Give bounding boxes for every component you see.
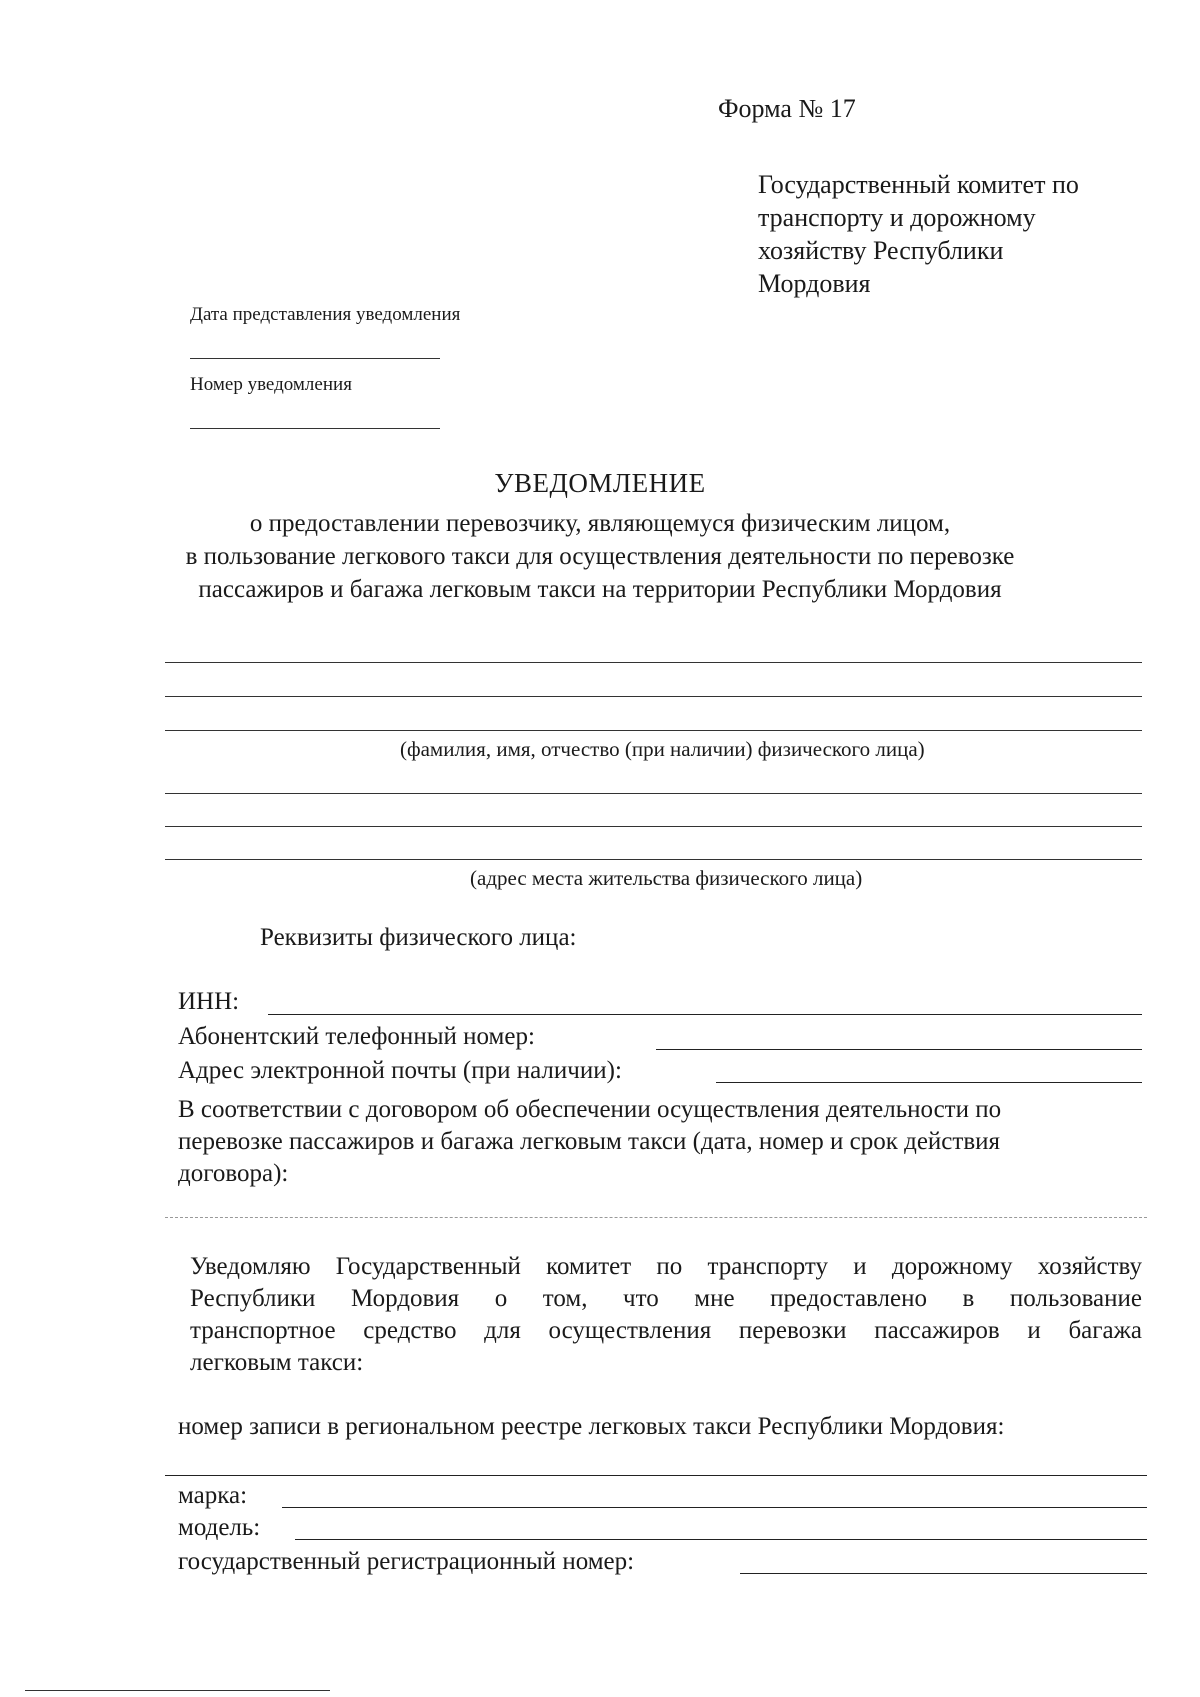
addressee-line: хозяйству Республики: [758, 236, 1004, 265]
fio-field-line-2[interactable]: [165, 696, 1142, 697]
requisites-heading: Реквизиты физического лица:: [260, 924, 577, 951]
document-title: УВЕДОМЛЕНИЕ: [494, 468, 706, 498]
brand-label: марка:: [178, 1482, 248, 1509]
model-label: модель:: [178, 1514, 261, 1541]
addressee-line: Государственный комитет по: [758, 170, 1079, 199]
phone-label: Абонентский телефонный номер:: [178, 1023, 535, 1050]
registry-number-label: номер записи в региональном реестре легковых такси Республики Мордовия:: [178, 1413, 1005, 1440]
notice-number-label: Номер уведомления: [190, 374, 352, 395]
submission-date-label: Дата представления уведомления: [190, 304, 461, 325]
address-caption: (адрес места жительства физического лица): [470, 866, 863, 890]
phone-field[interactable]: [656, 1049, 1142, 1050]
form-number: Форма № 17: [718, 94, 856, 123]
email-label: Адрес электронной почты (при наличии):: [178, 1057, 622, 1084]
registry-number-field[interactable]: [165, 1475, 1147, 1476]
address-field-line-3[interactable]: [165, 859, 1142, 860]
notice-line: легковым такси:: [190, 1349, 364, 1376]
addressee-block: [758, 168, 1079, 300]
addressee-line: транспорту и дорожному: [758, 203, 1036, 232]
submission-date-field[interactable]: [190, 358, 440, 359]
contract-statement: [178, 1094, 1001, 1190]
addressee-line: Мордовия: [758, 269, 871, 298]
subtitle-line: о предоставлении перевозчику, являющемуся физическим лицом,: [249, 510, 951, 537]
notice-number-field[interactable]: [190, 428, 440, 429]
contract-line: перевозке пассажиров и багажа легковым такси (дата, номер и срок действия: [178, 1128, 1000, 1155]
document-subtitle: [0, 507, 1200, 606]
subtitle-line: в пользование легкового такси для осуществления деятельности по перевозке: [185, 543, 1015, 570]
notice-line: Республики Мордовия о том, что мне предоставлено в пользование: [190, 1285, 1142, 1312]
notice-line: транспортное средство для осуществления перевозки пассажиров и багажа: [190, 1317, 1142, 1344]
notice-line: Уведомляю Государственный комитет по транспорту и дорожному хозяйству: [190, 1253, 1142, 1280]
footnote-separator: [25, 1690, 330, 1691]
address-field-line-1[interactable]: [165, 793, 1142, 794]
address-field-line-2[interactable]: [165, 826, 1142, 827]
fio-field-line-3[interactable]: [165, 730, 1142, 731]
email-field[interactable]: [716, 1082, 1142, 1083]
contract-line: В соответствии с договором об обеспечении осуществления деятельности по: [178, 1096, 1002, 1123]
contract-line: договора):: [178, 1160, 289, 1187]
inn-field[interactable]: [268, 1014, 1142, 1015]
contract-details-field[interactable]: [165, 1217, 1147, 1218]
inn-label: ИНН:: [178, 988, 240, 1015]
subtitle-line: пассажиров и багажа легковым такси на территории Республики Мордовия: [198, 576, 1002, 603]
model-field[interactable]: [295, 1539, 1147, 1540]
brand-field[interactable]: [282, 1507, 1147, 1508]
fio-caption: (фамилия, имя, отчество (при наличии) физического лица): [400, 737, 925, 761]
plate-number-label: государственный регистрационный номер:: [178, 1548, 635, 1575]
plate-number-field[interactable]: [740, 1573, 1147, 1574]
notice-paragraph: [190, 1251, 1142, 1379]
fio-field-line-1[interactable]: [165, 662, 1142, 663]
